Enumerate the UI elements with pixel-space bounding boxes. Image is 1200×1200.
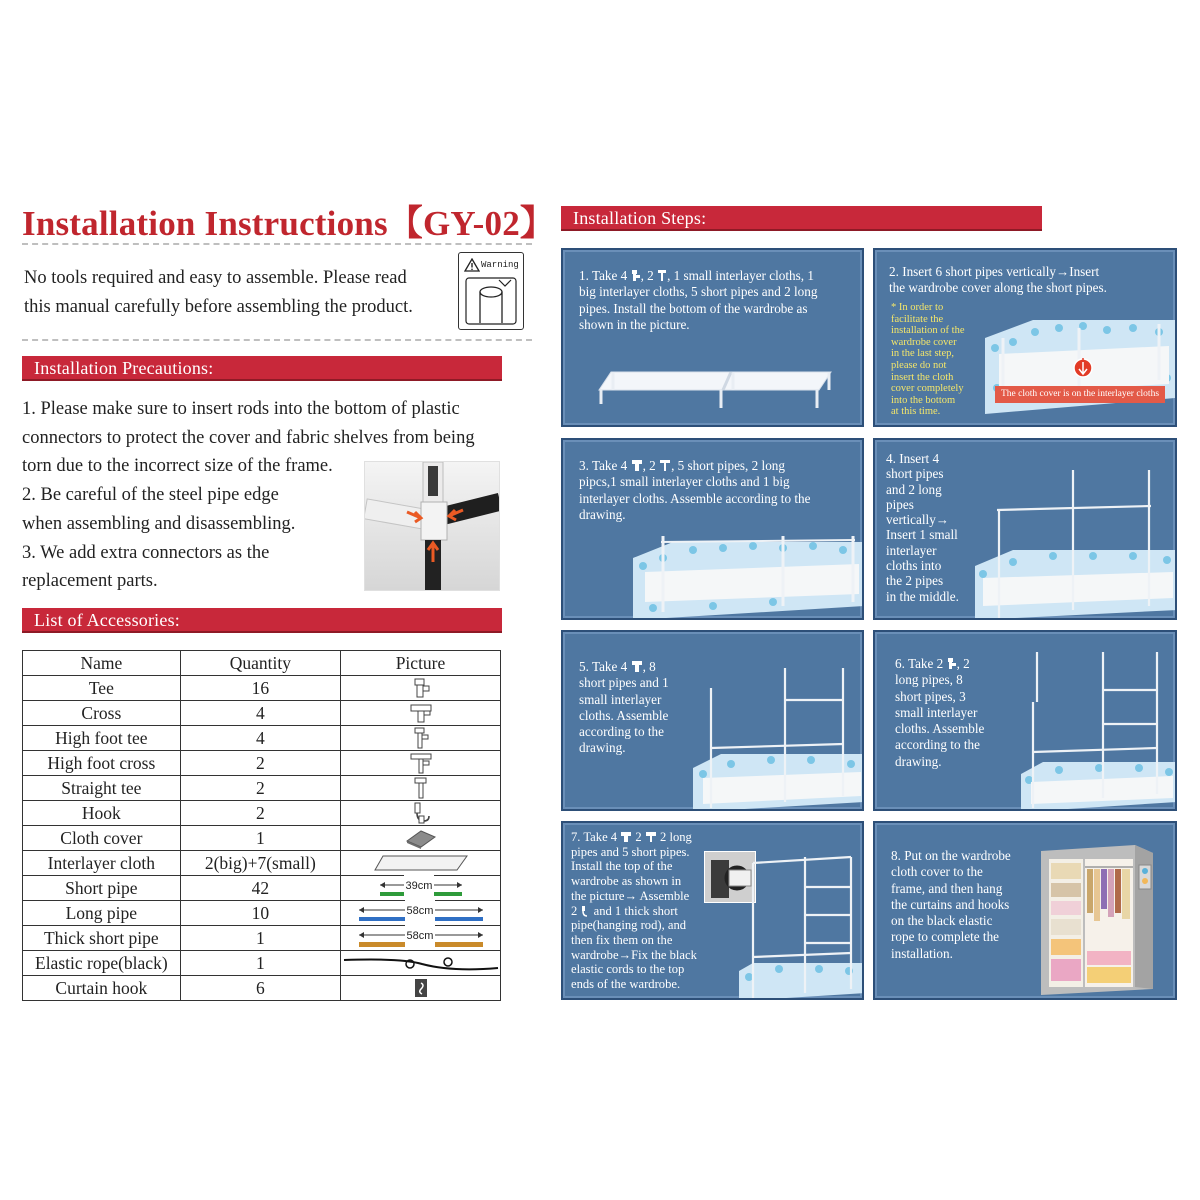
- table-row: [23, 726, 501, 751]
- step-text-line: pipes and 5 short pipes.: [571, 844, 690, 859]
- thick-short-pipe-icon: [355, 927, 487, 949]
- step-text-line: cloths. Assemble: [579, 707, 669, 723]
- step-text-line: the 2 pipes: [886, 573, 944, 589]
- accessory-name: High foot cross: [23, 751, 181, 776]
- step-6-text: [895, 656, 1013, 770]
- accessory-name: Thick short pipe: [23, 926, 181, 951]
- table-row: [23, 976, 501, 1001]
- step-text-line: , 5 short pipes, 2 long: [671, 458, 785, 473]
- step-1-text: [579, 268, 859, 333]
- note-line: insert the cloth: [891, 371, 954, 383]
- long-pipe-icon: [355, 902, 487, 924]
- step-2-note: [891, 302, 987, 418]
- step-text-line: big interlayer cloths, 5 short pipes and 2 long: [579, 284, 818, 300]
- intro-divider: [22, 339, 532, 341]
- step-text-line: installation.: [891, 945, 953, 961]
- step-text-line: 2. Insert 6 short pipes vertically→Insert: [889, 264, 1100, 279]
- cloth-cover-base-illustration: [983, 318, 1177, 422]
- step-text-line: 5. Take 4: [579, 659, 628, 674]
- pipe-length-label: 39cm: [404, 875, 435, 897]
- step-text-line: wardrobe as shown in: [571, 874, 682, 889]
- step-text-line: 7. Take 4: [571, 830, 618, 844]
- warning-label: Warning: [481, 260, 519, 270]
- step-text-line: 2: [632, 830, 642, 844]
- step-6-panel: [873, 630, 1177, 811]
- precaution-line: torn due to the incorrect size of the frame.: [22, 456, 333, 477]
- step-3-text: [579, 458, 861, 523]
- step-text-line: short pipes and 1: [579, 675, 669, 691]
- step-text-line: pipe(hanging rod), and: [571, 918, 687, 933]
- precaution-line: 2. Be careful of the steel pipe edge: [22, 485, 279, 506]
- note-line: wardrobe cover: [891, 336, 957, 348]
- step-text-line: 6. Take 2: [895, 656, 944, 671]
- step-text-line: short pipes: [886, 466, 944, 482]
- step-4-panel: [873, 438, 1177, 620]
- step-text-line: , 2: [956, 656, 970, 671]
- accessory-name: High foot tee: [23, 726, 181, 751]
- step-text-line: pipcs,1 small interlayer cloths and 1 big: [579, 474, 790, 490]
- step-text-line: small interlayer: [579, 691, 662, 707]
- intro-line: this manual carefully before assembling the product.: [24, 297, 413, 317]
- step-2-panel: [873, 248, 1177, 427]
- step-1-panel: [561, 248, 864, 427]
- table-row: [23, 901, 501, 926]
- precautions-heading: Installation Precautions:: [22, 356, 502, 381]
- step-text-line: frame, and then hang: [891, 880, 1003, 896]
- accessory-name: Elastic rope(black): [23, 951, 181, 976]
- accessories-heading: List of Accessories:: [22, 608, 502, 633]
- step-text-line: long pipes, 8: [895, 672, 963, 688]
- table-row: [23, 676, 501, 701]
- note-line: into the bottom: [891, 394, 956, 406]
- warning-badge: [458, 252, 524, 330]
- step-text-line: , 2: [640, 268, 654, 283]
- hook-icon: [580, 905, 590, 917]
- step-text-line: drawing.: [579, 740, 626, 756]
- step-text-line: drawing.: [895, 753, 942, 769]
- high-foot-tee-icon: [411, 727, 431, 749]
- step-text-line: according to the: [579, 724, 664, 740]
- step-text-line: Install the top of the: [571, 859, 673, 874]
- step-text-line: 8. Put on the wardrobe: [891, 848, 1011, 863]
- column-header: Quantity: [180, 651, 340, 676]
- column-header: Name: [23, 651, 181, 676]
- accessory-name: Long pipe: [23, 901, 181, 926]
- interlayer-cloth-icon: [373, 852, 469, 874]
- second-tier-illustration: [691, 668, 864, 811]
- note-line: cover completely: [891, 383, 964, 395]
- accessory-name: Curtain hook: [23, 976, 181, 1001]
- cross-icon: [620, 831, 632, 843]
- high-foot-cross-icon: [659, 459, 671, 472]
- step-4-text: [886, 451, 986, 604]
- accessory-qty: 2(big)+7(small): [180, 851, 340, 876]
- table-row: [23, 751, 501, 776]
- accessory-qty: 6: [180, 976, 340, 1001]
- accessory-qty: 4: [180, 726, 340, 751]
- cross-icon: [409, 702, 433, 724]
- precaution-line: connectors to protect the cover and fabric shelves from being: [22, 427, 475, 448]
- tee-icon: [411, 677, 431, 699]
- accessory-qty: 42: [180, 876, 340, 901]
- step-text-line: the picture→ Assemble: [571, 888, 690, 903]
- note-line: in the last step,: [891, 348, 954, 360]
- step-text-line: wardrobe→Fix the black: [571, 947, 697, 962]
- step-text-line: pipes. Install the bottom of the wardrobe as: [579, 300, 808, 316]
- step-text-line: cloth cover to the: [891, 864, 983, 880]
- pipe-edge-icon: [465, 277, 517, 325]
- high-foot-cross-icon: [409, 752, 433, 774]
- short-pipe-icon: [376, 877, 466, 899]
- accessory-qty: 10: [180, 901, 340, 926]
- frame-base-illustration: [591, 368, 851, 412]
- pipe-length-label: 58cm: [405, 925, 436, 947]
- step-8-text: [891, 848, 1041, 962]
- precaution-line: replacement parts.: [22, 571, 158, 592]
- table-row: [23, 701, 501, 726]
- step-text-line: elastic cords to the top: [571, 962, 685, 977]
- table-row: [23, 876, 501, 901]
- accessory-name: Hook: [23, 801, 181, 826]
- column-header: Picture: [341, 651, 501, 676]
- straight-tee-icon: [411, 777, 431, 799]
- step-text-line: the curtains and hooks: [891, 896, 1010, 912]
- accessory-name: Interlayer cloth: [23, 851, 181, 876]
- step-text-line: small interlayer: [895, 704, 978, 720]
- table-row: [23, 951, 501, 976]
- table-row: [23, 826, 501, 851]
- table-row: [23, 801, 501, 826]
- table-row: [23, 776, 501, 801]
- step-text-line: cloths into: [886, 558, 942, 574]
- table-header-row: [23, 651, 501, 676]
- middle-pipes-illustration: [973, 470, 1177, 620]
- step-3-panel: [561, 438, 864, 620]
- intro-line: No tools required and easy to assemble. Please read: [24, 268, 407, 288]
- note-line: * In order to: [891, 302, 944, 313]
- step-text-line: cloths. Assemble: [895, 721, 985, 737]
- note-line: facilitate the: [891, 313, 944, 325]
- accessory-qty: 1: [180, 951, 340, 976]
- step-text-line: vertically→: [886, 512, 949, 528]
- precaution-line: 1. Please make sure to insert rods into the bottom of plastic: [22, 399, 460, 419]
- step-text-line: 2: [571, 903, 578, 918]
- accessory-qty: 16: [180, 676, 340, 701]
- accessories-table: [22, 650, 501, 1001]
- precaution-line: when assembling and disassembling.: [22, 513, 296, 534]
- step-2-callout: The cloth cover is on the interlayer cloths: [995, 386, 1165, 403]
- step-text-line: 4. Insert 4: [886, 451, 940, 466]
- tee-icon: [631, 269, 641, 282]
- step-text-line: 1. Take 4: [579, 268, 628, 283]
- accessory-qty: 2: [180, 801, 340, 826]
- step-text-line: and 1 thick short: [590, 903, 678, 918]
- step-text-line: , 1 small interlayer cloths, 1: [667, 268, 814, 283]
- table-row: [23, 926, 501, 951]
- step-5-panel: [561, 630, 864, 811]
- elastic-rope-icon: [342, 952, 500, 974]
- accessory-qty: 4: [180, 701, 340, 726]
- precaution-line: 3. We add extra connectors as the: [22, 542, 270, 563]
- step-7-text: [571, 830, 721, 992]
- accessory-name: Short pipe: [23, 876, 181, 901]
- shelf-frame-illustration: [1019, 642, 1177, 811]
- tee-icon: [645, 831, 657, 843]
- step-7-panel: [561, 821, 864, 1000]
- curtain-hook-icon: [411, 977, 431, 999]
- note-line: installation of the: [891, 325, 965, 337]
- step-text-line: , 2: [642, 458, 656, 473]
- note-line: please do not: [891, 359, 947, 371]
- top-frame-illustration: [739, 853, 864, 1000]
- cross-icon: [631, 459, 643, 472]
- accessory-qty: 2: [180, 751, 340, 776]
- step-text-line: on the black elastic: [891, 913, 993, 929]
- page-title: Installation Instructions【GY-02】: [22, 204, 556, 243]
- cross-icon: [631, 660, 643, 673]
- table-row: [23, 851, 501, 876]
- step-text-line: according to the: [895, 737, 980, 753]
- step-5-text: [579, 659, 709, 757]
- pipe-length-label: 58cm: [405, 900, 436, 922]
- step-text-line: shown in the picture.: [579, 316, 690, 332]
- step-text-line: rope to complete the: [891, 929, 1000, 945]
- cloth-cover-icon: [403, 827, 439, 849]
- warning-icon: [464, 258, 480, 272]
- step-text-line: interlayer cloths. Assemble according to the: [579, 490, 811, 506]
- high-foot-tee-icon: [657, 269, 667, 282]
- accessory-qty: 2: [180, 776, 340, 801]
- step-8-panel: [873, 821, 1177, 1000]
- step-text-line: and 2 long: [886, 481, 942, 497]
- title-divider: [22, 243, 532, 245]
- step-text-line: , 8: [642, 659, 656, 674]
- finished-wardrobe-illustration: [1035, 841, 1165, 997]
- step-text-line: pipes: [886, 496, 914, 512]
- intro-text: [24, 264, 444, 322]
- step-text-line: the wardrobe cover along the short pipes.: [889, 280, 1107, 296]
- accessory-qty: 1: [180, 826, 340, 851]
- accessory-name: Straight tee: [23, 776, 181, 801]
- frame-with-cover-illustration: [633, 536, 864, 620]
- step-text-line: in the middle.: [886, 588, 959, 604]
- accessory-name: Cloth cover: [23, 826, 181, 851]
- note-line: at this time.: [891, 406, 941, 418]
- step-text-line: Insert 1 small: [886, 527, 958, 543]
- steps-heading: Installation Steps:: [561, 206, 1042, 231]
- connector-photo: [364, 461, 500, 591]
- step-text-line: 3. Take 4: [579, 458, 628, 473]
- accessory-name: Cross: [23, 701, 181, 726]
- step-text-line: 2 long: [656, 830, 692, 844]
- step-text-line: interlayer: [886, 542, 937, 558]
- tee-icon: [947, 657, 957, 670]
- step-text-line: drawing.: [579, 506, 626, 522]
- step-2-text: [889, 264, 1174, 297]
- step-text-line: ends of the wardrobe.: [571, 977, 681, 992]
- accessory-qty: 1: [180, 926, 340, 951]
- hook-icon: [410, 802, 432, 824]
- step-text-line: then fix them on the: [571, 932, 673, 947]
- accessory-name: Tee: [23, 676, 181, 701]
- step-text-line: short pipes, 3: [895, 688, 966, 704]
